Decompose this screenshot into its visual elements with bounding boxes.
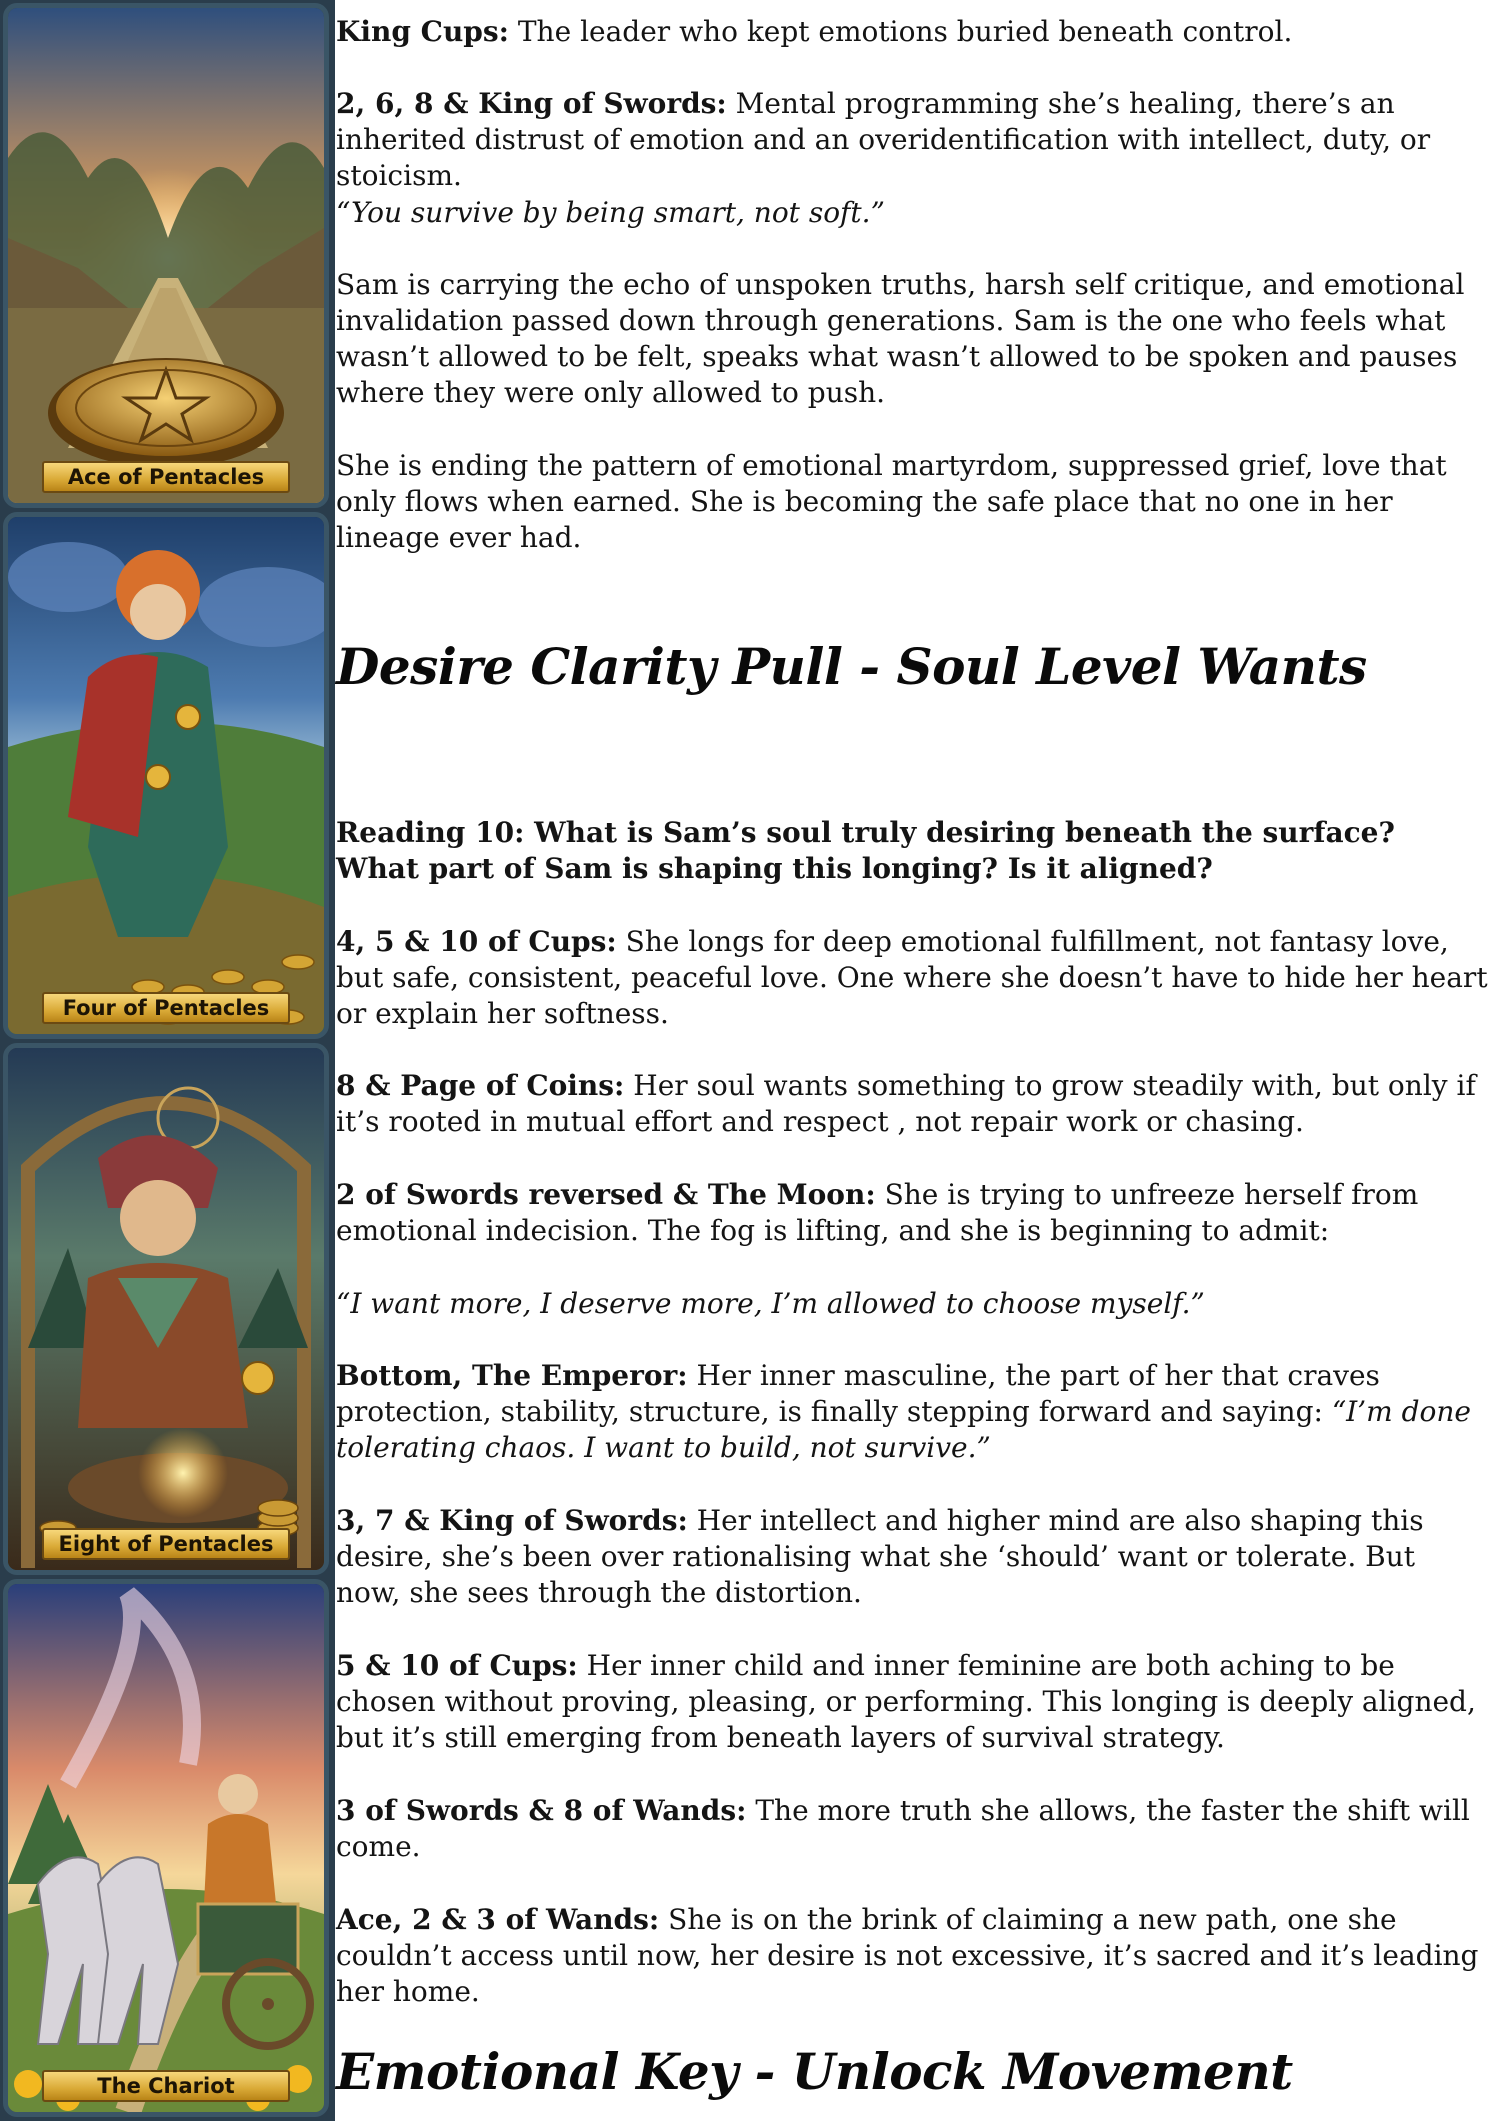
four-of-pentacles-illustration bbox=[8, 517, 324, 1034]
paragraph-lead: 3, 7 & King of Swords: bbox=[336, 1504, 688, 1537]
paragraph-lead: 2, 6, 8 & King of Swords: bbox=[336, 87, 727, 120]
eight-of-pentacles-illustration bbox=[8, 1048, 324, 1570]
quote-survive: “You survive by being smart, not soft.” bbox=[336, 196, 885, 229]
paragraph-cups-5-10 bbox=[336, 1648, 1486, 1756]
card-the-chariot bbox=[3, 1579, 329, 2117]
paragraph-body: She is on the brink of claiming a new path, one she couldn’t access until now, her desire is not excessive, it’s sacred and it’s leading her home. bbox=[336, 1903, 1479, 2008]
paragraph-body: Her inner masculine, the part of her that craves protection, stability, structure, is finally stepping forward and saying: bbox=[336, 1359, 1380, 1428]
paragraph-body: Mental programming she’s healing, there’s an inherited distrust of emotion and an overidentification with intellect, duty, or stoicism. bbox=[336, 87, 1431, 192]
quote-i-want-more: “I want more, I deserve more, I’m allowed to choose myself.” bbox=[336, 1287, 1205, 1320]
paragraph-lead: 4, 5 & 10 of Cups: bbox=[336, 925, 617, 958]
paragraph-page-of-coins bbox=[336, 1068, 1486, 1140]
paragraph-swords-wands bbox=[336, 1793, 1486, 1865]
paragraph-king-cups bbox=[336, 14, 1486, 50]
card-label-the-chariot: The Chariot bbox=[42, 2070, 290, 2102]
paragraph-king-of-swords-3-7 bbox=[336, 1503, 1486, 1611]
paragraph-lead: 3 of Swords & 8 of Wands: bbox=[336, 1794, 747, 1827]
card-label-ace-of-pentacles: Ace of Pentacles bbox=[42, 461, 290, 493]
paragraph-lead: 2 of Swords reversed & The Moon: bbox=[336, 1178, 876, 1211]
paragraph-body: Her inner child and inner feminine are both aching to be chosen without proving, pleasing, or performing. This longing is deeply aligned, but it’s still emerging from beneath layers of survival strategy. bbox=[336, 1649, 1476, 1754]
the-chariot-illustration bbox=[8, 1584, 324, 2112]
paragraph-body: She longs for deep emotional fulfillment, not fantasy love, but safe, consistent, peaceful love. One where she doesn’t have to hide her heart or explain her softness. bbox=[336, 925, 1488, 1030]
paragraph-cups-4-5-10 bbox=[336, 924, 1498, 1032]
card-ace-of-pentacles bbox=[3, 3, 329, 508]
paragraph-lead: 5 & 10 of Cups: bbox=[336, 1649, 578, 1682]
paragraph-lead: King Cups: bbox=[336, 15, 509, 48]
paragraph-lead: Ace, 2 & 3 of Wands: bbox=[336, 1903, 660, 1936]
emperor-quote: “I’m done tolerating chaos. I want to build, not survive.” bbox=[336, 1395, 1471, 1464]
card-label-eight-of-pentacles: Eight of Pentacles bbox=[42, 1528, 290, 1560]
card-label-four-of-pentacles: Four of Pentacles bbox=[42, 992, 290, 1024]
paragraph-lead: 8 & Page of Coins: bbox=[336, 1069, 625, 1102]
paragraph-the-emperor bbox=[336, 1358, 1486, 1466]
paragraph-the-moon bbox=[336, 1177, 1486, 1249]
paragraph-body: The more truth she allows, the faster the shift will come. bbox=[336, 1794, 1470, 1863]
reading-10-question: Reading 10: What is Sam’s soul truly desiring beneath the surface? What part of Sam is shaping this longing? Is it aligned? bbox=[336, 816, 1395, 885]
paragraph-lead: Bottom, The Emperor: bbox=[336, 1359, 688, 1392]
paragraph-wands-ace-2-3 bbox=[336, 1902, 1486, 2010]
tarot-card-column bbox=[0, 0, 335, 2121]
paragraph-ending-pattern: She is ending the pattern of emotional martyrdom, suppressed grief, love that only flows when earned. She is becoming the safe place that no one in her lineage ever had. bbox=[336, 449, 1447, 554]
heading-desire-clarity-pull: Desire Clarity Pull - Soul Level Wants bbox=[336, 637, 1367, 696]
heading-emotional-key: Emotional Key - Unlock Movement bbox=[336, 2042, 1293, 2101]
card-eight-of-pentacles bbox=[3, 1043, 329, 1575]
paragraph-body: She is trying to unfreeze herself from emotional indecision. The fog is lifting, and she is beginning to admit: bbox=[336, 1178, 1419, 1247]
ace-of-pentacles-illustration bbox=[8, 8, 324, 503]
paragraph-body: The leader who kept emotions buried beneath control. bbox=[508, 15, 1293, 48]
paragraph-sam-carrying: Sam is carrying the echo of unspoken truths, harsh self critique, and emotional invalidation passed down through generations. Sam is the one who feels what wasn’t allowed to be felt, speaks what wasn’t allowed to be spoken and pauses where they were only allowed to push. bbox=[336, 268, 1465, 409]
card-four-of-pentacles bbox=[3, 512, 329, 1039]
paragraph-king-of-swords bbox=[336, 86, 1486, 194]
paragraph-body: Her soul wants something to grow steadily with, but only if it’s rooted in mutual effort and respect , not repair work or chasing. bbox=[336, 1069, 1476, 1138]
paragraph-body: Her intellect and higher mind are also shaping this desire, she’s been over rationalising what she ‘should’ want or tolerate. But now, she sees through the distortion. bbox=[336, 1504, 1424, 1609]
